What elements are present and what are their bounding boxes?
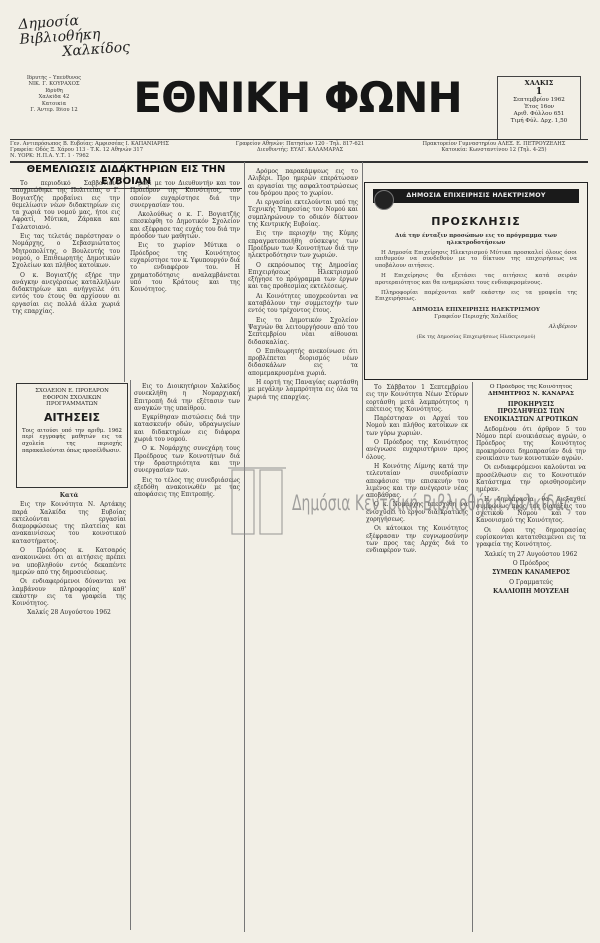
info-left-line: Ν. ΥΟΡΚ: Η.Π.Α. Υ.Τ. 1 · 7962 — [10, 153, 89, 160]
masthead-left-info — [10, 75, 98, 113]
notice-box — [16, 383, 128, 488]
info-left-line: Γεν. Αντιπρόσωπος Β. Ευβοίας: Αμφισσέας Ι. ΚΑΠΑΝΙΑΡΗΣ — [10, 141, 169, 147]
paragraph: Αι Κοινότητες υποχρεούνται να καταβάλουν την συμμετοχήν των εντός του τρέχοντος έτους. — [248, 292, 358, 315]
paragraph: Οι ενδιαφερόμενοι δύνανται να λαμβάνουν πληροφορίας καθ' εκάστην εις τα γραφεία της Κοινότητος. — [12, 578, 126, 608]
paragraph: Πληροφορίαι παρέχονται καθ' εκάστην εις τα γραφεία της Επιχειρήσεως. — [375, 289, 577, 303]
paragraph: Οι όροι της δημοπρασίας ευρίσκονται κατατεθειμένοι εις τα γραφεία της Κοινότητος. — [476, 526, 586, 549]
notice-line: ΠΡΟΓΡΑΜΜΑΤΩΝ — [46, 401, 98, 408]
paragraph: Εις το Δημοτικόν Σχολείον Ψαχνών θα λειτουργήσουν από του Σεπτεμβρίου νέαι αίθουσαι διδασκαλίας. — [248, 316, 358, 346]
dei-advertisement — [364, 182, 588, 380]
column-divider — [124, 162, 125, 382]
paragraph: Ο κ. Νομάρχης υπεσχέθη να ενισχύσει το έργον διά κρατικής χορηγήσεως. — [366, 501, 468, 524]
column-divider — [472, 382, 473, 932]
handwritten-line-1: Δημοσία Βιβλιοθήκη — [17, 12, 101, 48]
dei-body — [375, 233, 577, 343]
paragraph: Ο Πρόεδρος κ. Κατσαρός ανακοινώνει ότι αι αιτήσεις πρέπει να υποβληθούν εντός δεκαπέντε ημερών από της δημοσιεύσεως. — [12, 547, 126, 576]
column-divider — [362, 162, 363, 458]
dei-banner-text: ΔΗΜΟΣΙΑ ΕΠΙΧΕΙΡΗΣΙΣ ΗΛΕΚΤΡΙΣΜΟΥ — [406, 192, 546, 199]
paragraph: Η Κοινότης Λίμνης κατά την τελευταίαν συνεδρίασιν απεφάσισε την επισκευήν του λιμένος και την ανέγερσιν νέας αποβάθρας. — [366, 462, 468, 500]
paragraph: Εγκρίθησαν πιστώσεις διά την κατασκευήν οδών, υδραγωγείων και διδακτηρίων εις διάφορα χωριά του νομού. — [134, 414, 240, 444]
article-col4 — [366, 384, 468, 924]
dei-title: ΠΡΟΣΚΛΗΣΙΣ — [431, 215, 521, 228]
sign-place: Χαλκίς τη 27 Αυγούστου 1962 — [484, 550, 578, 558]
col5-head — [476, 384, 586, 398]
paragraph: Ακολούθως ο κ. Γ. Βογιατζής επεσκέφθη το Δημοτικόν Σχολείον και εξέφρασε τας ευχάς του διά την πρόοδον των μαθητών. — [130, 211, 240, 241]
mast-left-line: Κατοικία — [41, 100, 67, 107]
article-main-col2 — [130, 180, 240, 378]
sign-extra: ΚΑΛΛΙΟΠΗ ΜΟΥΖΕΛΗ — [492, 587, 570, 595]
paragraph: Αι εργασίαι εκτελούνται υπό της Τεχνικής Υπηρεσίας του Νομού και συμπληρώνουν το οδικόν δίκτυον της Κεντρικής Ευβοίας. — [248, 199, 358, 229]
info-right-line: Πρακτορείον Γυμναστηρίου ΑΛΕΞ. Ε. ΠΕΤΡΟΥΖΕΛΗΣ — [422, 141, 566, 147]
info-left-line: Γραφεία: Οδός Ξ. Χάρου 113 · Τ.Κ. 12 Αθηνών 317 — [10, 147, 144, 154]
dei-logo-icon — [374, 190, 394, 210]
paragraph: Εις την Κοινότητα Ν. Αρτάκης παρά Χαλκίδα της Ευβοίας εκτελούνται εργασίαι διαμορφώσεως της πλατείας και ανακαινίσεως του κοινοτικού καταστήματος. — [12, 501, 126, 545]
newspaper-title: ΕΘΝΙΚΗ ΦΩΝΗ — [133, 73, 462, 122]
paragraph: Ο κ. Νομάρχης συνεχάρη τους Προέδρους των Κοινοτήτων διά την δραστηριότητα και την συνεργασίαν των. — [134, 445, 240, 475]
sign-extra: Ο Γραμματεύς — [509, 578, 553, 586]
masthead-rule-bottom — [10, 161, 588, 163]
article-main-col1 — [12, 180, 120, 378]
col5-title-line: ΠΡΟΚΗΡΥΞΙΣ — [507, 401, 555, 408]
col5-head-line: Ο Πρόεδρος της Κοινότητος — [489, 384, 573, 390]
masthead-date-box — [497, 76, 581, 140]
date-box-day: 1 — [535, 87, 543, 97]
article-col1-lower — [12, 492, 126, 922]
col5-title-line: ΕΝΟΙΚΙΑΣΤΩΝ ΑΓΡΟΤΙΚΩΝ — [483, 415, 579, 423]
column-divider — [244, 162, 245, 932]
paragraph: μαζί με τον Διευθυντήν και τον Πρόεδρον της Κοινότητος, τον οποίον ευχαρίστησε διά την συνεργασίαν του. — [130, 180, 240, 209]
article-col2-lower — [134, 383, 240, 923]
paragraph: Η Επιχείρησις θα εξετάσει τας αιτήσεις κατά σειράν προτεραιότητος και θα ενημερώσει τους ενδιαφερομένους. — [375, 272, 577, 286]
date-box-year: Έτος 16ον — [523, 104, 555, 110]
dei-footnote: (Εκ της Δημοσίας Επιχειρήσεως Ηλεκτρισμού) — [416, 333, 536, 340]
paragraph: Το περιοδικό Σαββατιανό υποχρεώθηκε της Πολιτείας ο Γ. Βογιατζής προβαίνει εις την θεμελίωσιν νέων διδακτηρίων εις τα χωριά του νομού μας, ήτοι εις Αφρατί, Μύτικα, Ζάρακα και Γαλατσιανό. — [12, 180, 120, 231]
paragraph: Εις το Διοικητήριον Χαλκίδος συνεκλήθη η Νομαρχιακή Επιτροπή διά την εξέτασιν των αναγκών της υπαίθρου. — [134, 383, 240, 412]
paragraph: Ο Επιθεωρητής ανεκοίνωσε ότι προβλέπεται διορισμός νέων διδασκάλων εις τα απομεμακρυσμένα χωριά. — [248, 347, 358, 377]
mast-left-line: ΝΙΚ. Γ. ΚΟΥΡΑΧΟΣ — [28, 81, 80, 88]
paragraph: Ο εκπρόσωπος της Δημοσίας Επιχειρήσεως Ηλεκτρισμού εξήγησε το πρόγραμμα των έργων και τας προθεσμίας εκτελέσεως. — [248, 261, 358, 291]
date-box-price: Τιμή Φύλ. Δρχ. 1,50 — [510, 118, 568, 124]
paragraph: Δρόμος παρακάμψεως εις το Αλιβέρι. Προ ημερών επεράτωσαν αι εργασίαι της ασφαλτοστρώσεως του δρόμου προς το χωρίον. — [248, 168, 358, 197]
dei-signature: Γραφείον Περιοχής Χαλκίδος — [434, 313, 518, 320]
paragraph: Παρέστησαν οι Αρχαί του Νομού και πλήθος κατοίκων εκ των γύρω χωριών. — [366, 415, 468, 437]
paragraph: Οι κάτοικοι της Κοινότητος εξέφρασαν την ευγνωμοσύνην των προς τας Αρχάς διά το ενδιαφέρον των. — [366, 525, 468, 555]
date-box-city: ΧΑΛΚΙΣ — [524, 79, 554, 87]
paragraph: Η εορτή της Παναγίας εωρτάσθη με μεγάλην λαμπρότητα εις όλα τα χωριά της επαρχίας. — [248, 379, 358, 401]
notice-body: Τοις αιτούσι υπό την αριθμ. 1962 περί εγγραφής μαθητών εις τα σχολεία της περιοχής παρακαλούνται όπως προσέλθωσιν. — [22, 427, 122, 454]
handwritten-line-2: Χαλκίδος — [61, 39, 131, 60]
handwritten-note — [18, 8, 166, 63]
mast-left-line: Ιδρύθη — [45, 87, 63, 94]
article-col5 — [476, 384, 586, 924]
paragraph: Εις το τέλος της συνεδριάσεως εξεδόθη ανακοινωθέν με τας αποφάσεις της Επιτροπής. — [134, 476, 240, 499]
paragraph: Δεδομένου ότι άρθρον 5 του Νόμου περί ενοικιάσεως αγρών, ο Πρόεδρος της Κοινότητος προκηρύσσει δημοπρασίαν διά την ενοικίασιν των κοινοτικών αγρών. — [476, 425, 586, 463]
info-left — [10, 141, 210, 160]
paragraph: Οι ενδιαφερόμενοι καλούνται να προσέλθωσιν εις το Κοινοτικόν Κατάστημα την ορισθησομένην ημέραν. — [476, 464, 586, 494]
paragraph-heading: Κατά — [59, 492, 79, 499]
info-center-line: Διευθυντής: ΕΥΑΓ. ΚΑΛΑΜΑΡΑΣ — [256, 147, 344, 154]
date-box-month: Σεπτεμβρίου 1962 — [513, 97, 565, 103]
dei-banner — [373, 189, 579, 203]
info-right — [400, 141, 588, 153]
paragraph: Εις τας τελετάς παρέστησαν ο Νομάρχης, ο Σεβασμιώτατος Μητροπολίτης, ο Βουλευτής του νομού, ο Επιθεωρητής Δημοτικών Σχολείων και πλήθος κατοίκων. — [12, 233, 120, 270]
notice-title: ΑΙΤΗΣΕΙΣ — [44, 410, 100, 424]
paragraph: Εις την περιοχήν της Κύμης επραγματοποιήθη σύσκεψις των Προέδρων των Κοινοτήτων διά την ηλεκτροδότησιν των χωριών. — [248, 230, 358, 260]
col5-title — [476, 401, 586, 423]
mast-left-line: Ιδρυτής – Υπεύθυνος — [26, 75, 82, 81]
paragraph: Το Σάββατον 1 Σεπτεμβρίου εις την Κοινότητα Νέων Στύρων εορτάσθη μετά λαμπρότητος η επέτειος της Κοινότητος. — [366, 384, 468, 413]
info-center — [215, 141, 385, 153]
masthead-rule-top — [10, 139, 588, 140]
info-right-line: Κατοικία: Κωνσταντίνου 12 (Τηλ. 4-25) — [441, 147, 547, 154]
notice-line: ΕΦΟΡΟΝ ΣΧΟΛΙΚΩΝ — [42, 394, 102, 401]
paragraph: Η Δημοσία Επιχείρησις Ηλεκτρισμού Μύτικα προσκαλεί όλους όσοι επιθυμούν να συνδεθούν με το δίκτυον της επιχειρήσεως να υποβάλουν αιτήσεις. — [375, 249, 577, 270]
dei-signature: Αλιβέριον — [548, 323, 577, 330]
article-col3 — [248, 168, 358, 923]
column-divider — [130, 380, 131, 930]
paragraph: Η δημοπρασία θα διεξαχθεί συμφώνως προς τας διατάξεις του σχετικού Νόμου και του Κανονισμού της Κοινότητος. — [476, 495, 586, 525]
watermark-text: Δημόσια Κεντρική Βιβλιοθήκη Χαλκίδας — [292, 491, 572, 515]
col5-title-line: ΠΡΟΣΛΗΨΕΩΣ ΤΩΝ — [497, 408, 565, 416]
paragraph: Εις το χωρίον Μύτικα ο Πρόεδρος της Κοινότητος ευχαρίστησε τον κ. Υφυπουργόν διά το ενδιαφέρον του. Η χρηματοδότησις αναλαμβάνεται υπό του Κράτους και της Κοινότητος. — [130, 242, 240, 294]
dei-subtitle: Διά την ένταξιν προσώπων εις το πρόγραμμα των ηλεκτροδοτήσεων — [395, 233, 557, 246]
main-headline: ΘΕΜΕΛΙΩΣΙΣ ΔΙΔΑΚΤΗΡΙΩΝ ΕΙΣ ΤΗΝ ΕΥΒΟΙΑΝ — [10, 164, 242, 189]
col5-head-line: ΔΗΜΗΤΡΙΟΣ Ν. ΚΑΝΑΡΑΣ — [487, 391, 575, 397]
mast-left-line: Γ. Άντερ. Ιδίου 12 — [30, 107, 78, 114]
notice-line: ΣΧΟΛΕΙΟΝ Ε. ΠΡΟΕΔΡΟΝ — [35, 388, 109, 394]
sign-title: Ο Πρόεδρος — [512, 559, 550, 567]
masthead-info-row — [10, 141, 588, 161]
dei-signature: ΔΗΜΟΣΙΑ ΕΠΙΧΕΙΡΗΣΙΣ ΗΛΕΚΤΡΙΣΜΟΥ — [412, 307, 540, 314]
sign-name: ΣΥΜΕΩΝ ΚΑΝΑΜΕΡΟΣ — [492, 569, 570, 577]
paragraph: Χαλκίς 28 Αυγούστου 1962 — [27, 609, 111, 617]
paragraph: Ο κ. Βογιατζής εξήρε την ανάγκην ανεγέρσεως καταλλήλων διδακτηρίων και ανήγγειλε ότι εντός του έτους θα αρχίσουν αι εργασίαι εις πολλά άλλα χωριά της επαρχίας. — [12, 271, 120, 316]
mast-left-line: Χαλκίδα 42 — [38, 94, 70, 101]
paragraph: Ο Πρόεδρος της Κοινότητος ανέγνωσε ευχαριστήριον προς όλους. — [366, 439, 468, 461]
info-center-line: Γραφείον Αθηνών: Πατησίων 120 · Τηλ. 817-621 — [235, 141, 365, 147]
date-box-issue: Αριθ. Φύλλου 651 — [513, 111, 565, 117]
